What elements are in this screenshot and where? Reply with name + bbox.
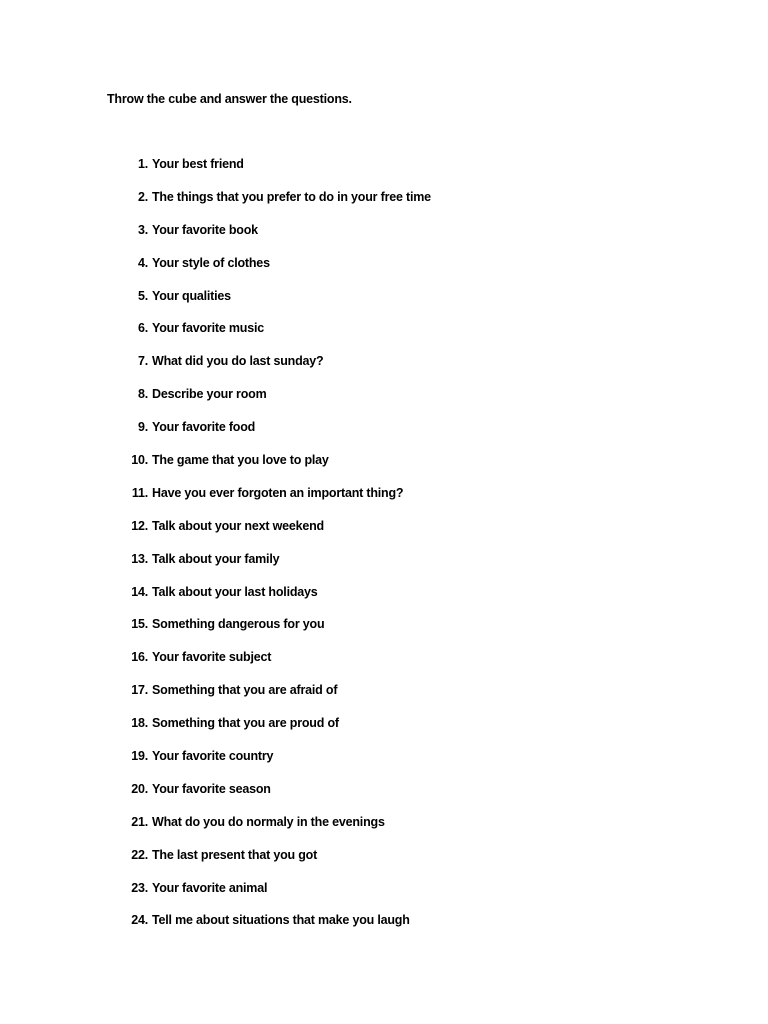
list-item: [0, 585, 768, 618]
question-text: The last present that you got: [152, 847, 318, 862]
question-number: 23.: [131, 880, 148, 895]
list-item: [0, 321, 768, 354]
question-number: 1.: [137, 157, 148, 171]
question-number: 18.: [131, 716, 148, 731]
question-number: 2.: [137, 189, 148, 204]
question-text: Talk about your next weekend: [152, 518, 324, 533]
list-item: [0, 881, 768, 914]
question-text: Something dangerous for you: [152, 617, 325, 632]
list-item: [0, 848, 768, 881]
question-number: 21.: [131, 814, 148, 829]
question-text: Your favorite subject: [152, 650, 272, 665]
question-text: Your favorite country: [152, 749, 274, 764]
document-title: Throw the cube and answer the questions.: [107, 92, 352, 106]
question-text: What do you do normaly in the evenings: [152, 814, 385, 829]
question-text: The game that you love to play: [152, 453, 329, 468]
list-item: [0, 617, 768, 650]
question-text: Your qualities: [152, 288, 231, 303]
list-item: [0, 387, 768, 420]
list-item: [0, 519, 768, 552]
list-item: [0, 157, 768, 190]
question-text: Your favorite season: [152, 781, 271, 796]
list-item: [0, 815, 768, 848]
question-number: 4.: [137, 255, 148, 270]
question-number: 3.: [137, 222, 148, 237]
list-item: [0, 289, 768, 322]
list-item: [0, 453, 768, 486]
list-item: [0, 650, 768, 683]
question-text: Something that you are proud of: [152, 716, 339, 731]
question-number: 15.: [131, 617, 148, 632]
question-text: Your best friend: [152, 157, 244, 171]
list-item: [0, 782, 768, 815]
question-text: Your favorite animal: [152, 880, 268, 895]
question-text: Your favorite food: [152, 420, 256, 435]
question-number: 5.: [137, 288, 148, 303]
list-item: [0, 552, 768, 585]
list-item: [0, 749, 768, 782]
question-text: Tell me about situations that make you laugh: [152, 913, 410, 928]
question-number: 16.: [131, 650, 148, 665]
question-number: 11.: [131, 485, 148, 500]
question-text: Something that you are afraid of: [152, 683, 338, 698]
list-item: [0, 190, 768, 223]
list-item: [0, 256, 768, 289]
question-number: 14.: [131, 584, 148, 599]
list-item: [0, 420, 768, 453]
question-number: 13.: [131, 551, 148, 566]
question-text: What did you do last sunday?: [152, 354, 324, 369]
question-number: 17.: [131, 683, 148, 698]
list-item: [0, 486, 768, 519]
question-number: 10.: [131, 453, 148, 468]
list-item: [0, 716, 768, 749]
question-number: 12.: [131, 518, 148, 533]
question-text: Your style of clothes: [152, 255, 270, 270]
list-item: [0, 683, 768, 716]
question-text: The things that you prefer to do in your free time: [152, 189, 431, 204]
list-item: [0, 354, 768, 387]
question-number: 19.: [131, 749, 148, 764]
question-list: [0, 157, 768, 946]
question-text: Have you ever forgoten an important thing?: [152, 485, 404, 500]
question-number: 9.: [137, 420, 148, 435]
question-text: Your favorite book: [152, 222, 258, 237]
question-number: 24.: [131, 913, 148, 928]
question-number: 22.: [131, 847, 148, 862]
question-number: 8.: [137, 387, 148, 402]
question-text: Your favorite music: [152, 321, 264, 336]
question-number: 7.: [137, 354, 148, 369]
question-number: 6.: [137, 321, 148, 336]
question-text: Talk about your last holidays: [152, 584, 318, 599]
question-number: 20.: [131, 781, 148, 796]
list-item: [0, 223, 768, 256]
list-item: [0, 913, 768, 946]
question-text: Talk about your family: [152, 551, 280, 566]
question-text: Describe your room: [152, 387, 267, 402]
